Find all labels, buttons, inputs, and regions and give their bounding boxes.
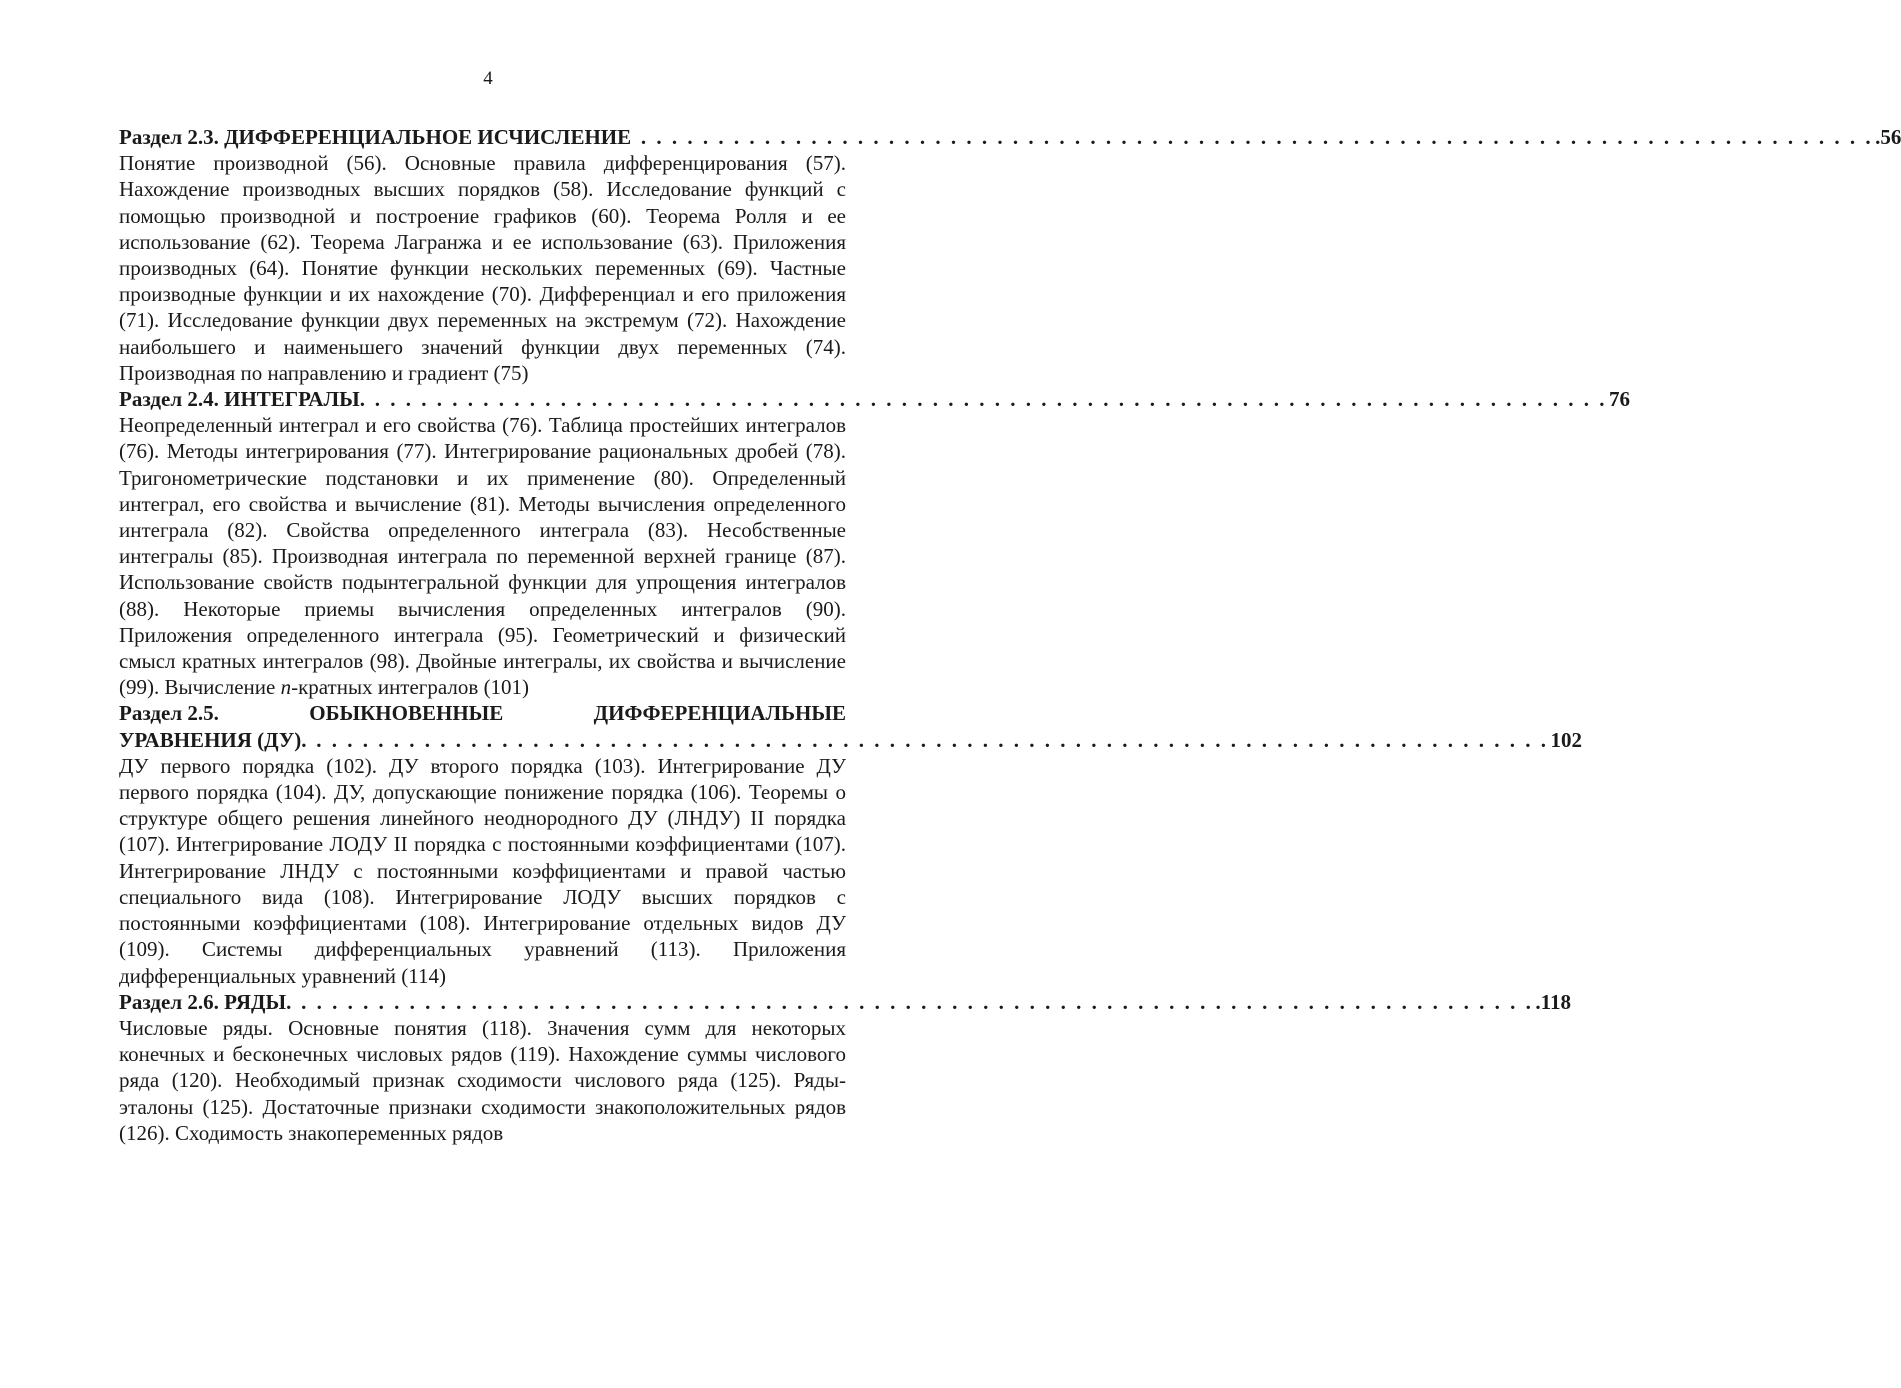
section-heading-2-4[interactable] (119, 386, 1630, 412)
section-page-ref: 102 (1550, 727, 1583, 752)
section-heading-2-6[interactable] (119, 989, 1571, 1015)
section-title: Раздел 2.3. ДИФФЕРЕНЦИАЛЬНОЕ ИСЧИСЛЕНИЕ (119, 125, 632, 149)
section-description-2-3: Понятие производной (56). Основные правила дифференцирования (57). Нахождение производных высших порядков (58). Исследование функций с помощью производной и построение графиков (60). Теорема Ролля и ее использование (62). Теорема Лагранжа и ее использование (63). Приложения производных (64). Понятие функции нескольких переменных (69). Частные производные функции и их нахождение (70). Дифференциал и его приложения (71). Исследование функции двух переменных на экстремум (72). Нахождение наибольшего и наименьшего значений функции двух переменных (74). Производная по направлению и градиент (75) (119, 151, 846, 385)
section-description-2-6: Числовые ряды. Основные понятия (118). Значения сумм для некоторых конечных и бесконечных числовых рядов (119). Нахождение суммы числового ряда (120). Необходимый признак сходимости числового ряда (125). Ряды-эталоны (125). Достаточные признаки сходимости знакоположительных рядов (126). Сходимость знакопеременных рядов (119, 1015, 846, 1145)
dot-leader: . . . . . . . . . . . . . . . . . . . . . . . . . . . . . . . . . . . . . . . . . . . . . . . . . . . . . . . . . . . . . . . . . . . . . . . . . . . . . . . . (633, 125, 1874, 149)
section-title: Раздел 2.4. ИНТЕГРАЛЫ. (119, 387, 365, 412)
dot-leader: . . . . . . . . . . . . . . . . . . . . . . . . . . . . . . . . . . . . . . . . . . . . . . . . . . . . . . . . . . . . . . . . . . . . . . . . . . . . . . . . (293, 989, 1534, 1014)
section-title-word: Раздел 2.5. (119, 701, 219, 726)
section-text-part: -кратных интегралов (101) (291, 675, 530, 700)
section-heading-2-5-line2[interactable] (119, 727, 1583, 753)
section-title-word: ОБЫКНОВЕННЫЕ (309, 701, 504, 726)
section-heading-2-3[interactable] (119, 124, 1901, 150)
section-text-part: Неопределенный интеграл и его свойства (76). Таблица простейших интегралов (76). Методы интегрирования (77). Интегрирование рациональных дробей (78). Тригонометрические подстановки и их применение (80). Определенный интеграл, его свойства и вычисление (81). Методы вычисления определенного интеграла (82). Свойства определенного интеграла (83). Несобственные интегралы (85). Производная интеграла по переменной верхней границе (87). Использование свойств подынтегральной функции для упрощения интегралов (88). Некоторые приемы вычисления определенных интегралов (90). Приложения определенного интеграла (95). Геометрический и физический смысл кратных интегралов (98). Двойные интегралы, их свойства и вычисление (99). Вычисление (119, 413, 846, 700)
table-of-contents (119, 124, 1901, 1146)
section-description-2-5: ДУ первого порядка (102). ДУ второго порядка (103). Интегрирование ДУ первого порядка (104). ДУ, допускающие понижение порядка (106). Теоремы о структуре общего решения линейного неоднородного ДУ (ЛНДУ) II порядка (107). Интегрирование ЛОДУ II порядка с постоянными коэффициентами (107). Интегрирование ЛНДУ с постоянными коэффициентами и правой частью специального вида (108). Интегрирование ЛОДУ высших порядков с постоянными коэффициентами (108). Интегрирование отдельных видов ДУ (109). Системы дифференциальных уравнений (113). Приложения дифференциальных уравнений (114) (119, 753, 846, 988)
italic-variable: n (280, 675, 292, 700)
section-heading-2-5-line1[interactable] (119, 700, 846, 726)
dot-leader: . . . . . . . . . . . . . . . . . . . . . . . . . . . . . . . . . . . . . . . . . . . . . . . . . . . . . . . . . . . . . . . . . . . . . . . . . . . . . . . . (366, 387, 1607, 412)
section-page-ref: .118 (1535, 989, 1571, 1014)
section-page-ref: 76 (1608, 387, 1630, 412)
section-title: УРАВНЕНИЯ (ДУ). (119, 727, 307, 752)
section-title: Раздел 2.6. РЯДЫ. (119, 989, 292, 1014)
page-number: 4 (483, 68, 493, 89)
dot-leader: . . . . . . . . . . . . . . . . . . . . . . . . . . . . . . . . . . . . . . . . . . . . . . . . . . . . . . . . . . . . . . . . . . . . . . . . . . . . . . . . (308, 727, 1549, 752)
section-page-ref: .56 (1875, 125, 1901, 149)
section-title-word: ДИФФЕРЕНЦИАЛЬНЫЕ (593, 701, 846, 726)
section-description-2-4 (119, 412, 846, 700)
